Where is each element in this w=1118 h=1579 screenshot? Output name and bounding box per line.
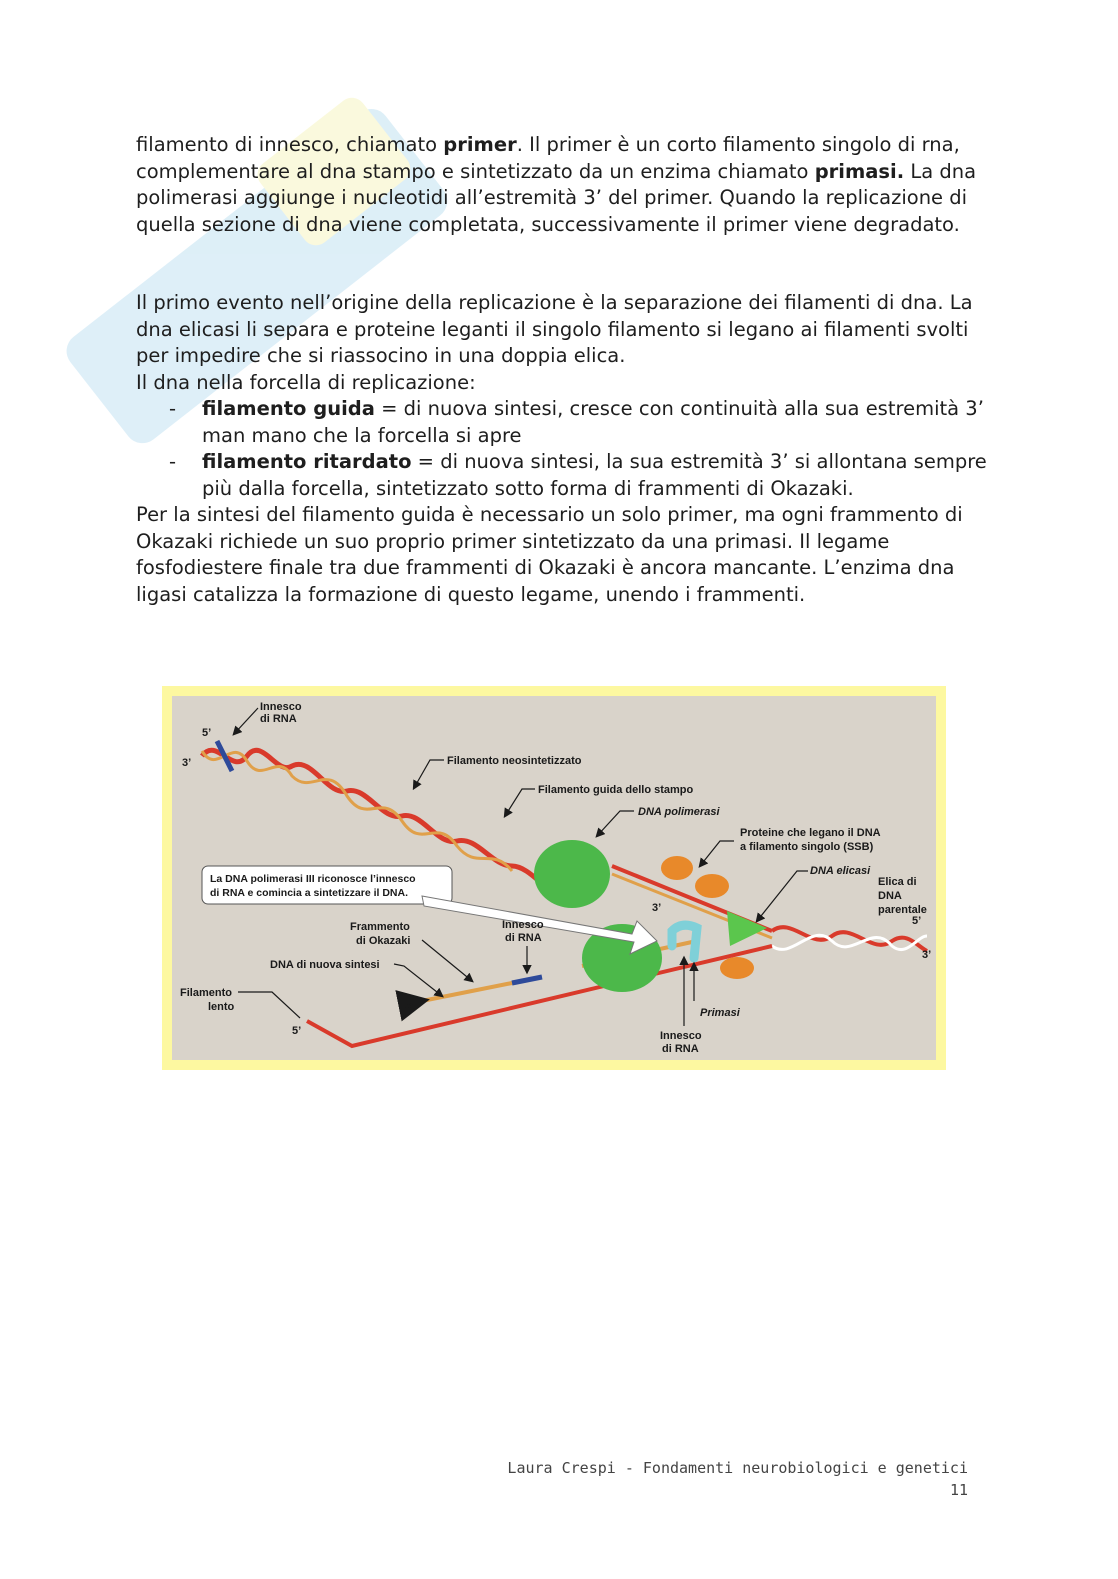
text-block-replication — [136, 290, 996, 608]
bullet-text: = di nuova sintesi, cresce con continuità alla sua estremità 3’ man mano che la forcella si apre — [202, 397, 984, 447]
leading-helix-strand-b — [202, 751, 512, 871]
label-3prime-mid: 3’ — [652, 902, 662, 914]
leader-line — [700, 841, 734, 866]
okazaki-primer — [512, 977, 542, 983]
callout-text-1: La DNA polimerasi III riconosce l’innesco — [210, 873, 416, 885]
label-5prime-right: 5’ — [912, 915, 922, 927]
leader-line — [505, 789, 535, 816]
strand-bullet-list — [136, 396, 996, 502]
ssb-protein — [661, 856, 693, 880]
bold-term: primer — [443, 133, 517, 156]
label-filamento-lento-2: lento — [208, 1001, 235, 1013]
figure-panel — [172, 696, 936, 1060]
leader-line — [597, 811, 634, 836]
label-filamento-neosintetizzato: Filamento neosintetizzato — [447, 755, 582, 767]
leader-line — [422, 940, 472, 981]
replication-fork-figure — [162, 686, 946, 1070]
paragraph-fork-intro: Il dna nella forcella di replicazione: — [136, 370, 476, 394]
callout-text-2: di RNA e comincia a sintetizzare il DNA. — [210, 887, 408, 899]
label-dna-nuova-sintesi: DNA di nuova sintesi — [270, 959, 380, 971]
replication-fork-diagram — [172, 696, 936, 1060]
label-elica-3: parentale — [878, 904, 927, 916]
text-run: . Il primer è un corto filamento singolo di rna, complementare al dna stampo e sintetizzato da un enzima chiamato — [136, 133, 960, 183]
label-3prime-left: 3’ — [182, 757, 192, 769]
bullet-term: filamento ritardato — [202, 450, 412, 473]
bullet-leading-strand — [136, 396, 996, 449]
paragraph-okazaki: Per la sintesi del filamento guida è necessario un solo primer, ma ogni frammento di Okazaki richiede un suo proprio primer sintetizzato da una primasi. Il legame fosfodiestere finale tra due frammenti di Okazaki è ancora mancante. L’enzima dna ligasi catalizza la formazione di questo legame, unendo i frammenti. — [136, 503, 963, 606]
primase — [672, 925, 697, 958]
rna-primer-top — [217, 741, 232, 771]
label-innesco-top: Innesco — [260, 701, 302, 713]
bullet-lagging-strand — [136, 449, 996, 502]
text-run: filamento di innesco, chiamato — [136, 133, 444, 156]
label-primasi: Primasi — [700, 1007, 740, 1019]
bullet-dash: - — [169, 450, 177, 473]
label-proteine-1: Proteine che legano il DNA — [740, 827, 881, 839]
label-5prime-top: 5’ — [202, 727, 212, 739]
label-3prime-right: 3’ — [922, 949, 932, 961]
leader-line — [414, 760, 444, 788]
label-frammento-2: di Okazaki — [356, 935, 411, 947]
paragraph-primer — [136, 132, 996, 238]
label-3prime-lag: 3’ — [405, 1000, 415, 1012]
label-dna-polimerasi: DNA polimerasi — [638, 806, 720, 818]
leader-line — [234, 708, 258, 734]
label-innesco-mid-2: di RNA — [505, 932, 542, 944]
footer-author: Laura Crespi - Fondamenti neurobiologici e genetici — [507, 1459, 968, 1477]
label-frammento-1: Frammento — [350, 921, 410, 933]
bullet-term: filamento guida — [202, 397, 375, 420]
page-number: 11 — [949, 1481, 968, 1499]
label-innesco-bottom-2: di RNA — [662, 1043, 699, 1055]
label-filamento-guida: Filamento guida dello stampo — [538, 784, 694, 796]
bullet-dash: - — [169, 397, 177, 420]
label-innesco-mid-1: Innesco — [502, 919, 544, 931]
ssb-protein — [720, 957, 754, 979]
label-filamento-lento-1: Filamento — [180, 987, 232, 999]
leader-line — [394, 964, 442, 996]
label-innesco-bottom-1: Innesco — [660, 1030, 702, 1042]
leader-line — [757, 871, 808, 921]
ssb-protein — [695, 874, 729, 898]
dna-polymerase-leading — [534, 840, 610, 908]
bold-term: primasi. — [814, 159, 905, 183]
label-proteine-2: a filamento singolo (SSB) — [740, 841, 874, 853]
bullet-text: = di nuova sintesi, la sua estremità 3’ si allontana sempre più dalla forcella, sintetizzato sotto forma di frammenti di Okazaki. — [202, 450, 987, 500]
text-run: La dna polimerasi aggiunge i nucleotidi all’estremità 3’ del primer. Quando la replicazione di quella sezione di dna viene completata, successivamente il primer viene degradato. — [136, 159, 977, 236]
okazaki-fragment-strand — [422, 983, 512, 1001]
label-elica-1: Elica di — [878, 876, 917, 888]
leader-line — [238, 992, 300, 1018]
label-elica-2: DNA — [878, 890, 902, 902]
paragraph-origin: Il primo evento nell’origine della replicazione è la separazione dei filamenti di dna. La dna elicasi li separa e proteine leganti il singolo filamento si legano ai filamenti svolti per impedire che si riassocino in una doppia elica. — [136, 291, 973, 367]
label-innesco-top-2: di RNA — [260, 713, 297, 725]
label-5prime-lag: 5’ — [292, 1025, 302, 1037]
label-dna-elicasi: DNA elicasi — [810, 865, 871, 877]
